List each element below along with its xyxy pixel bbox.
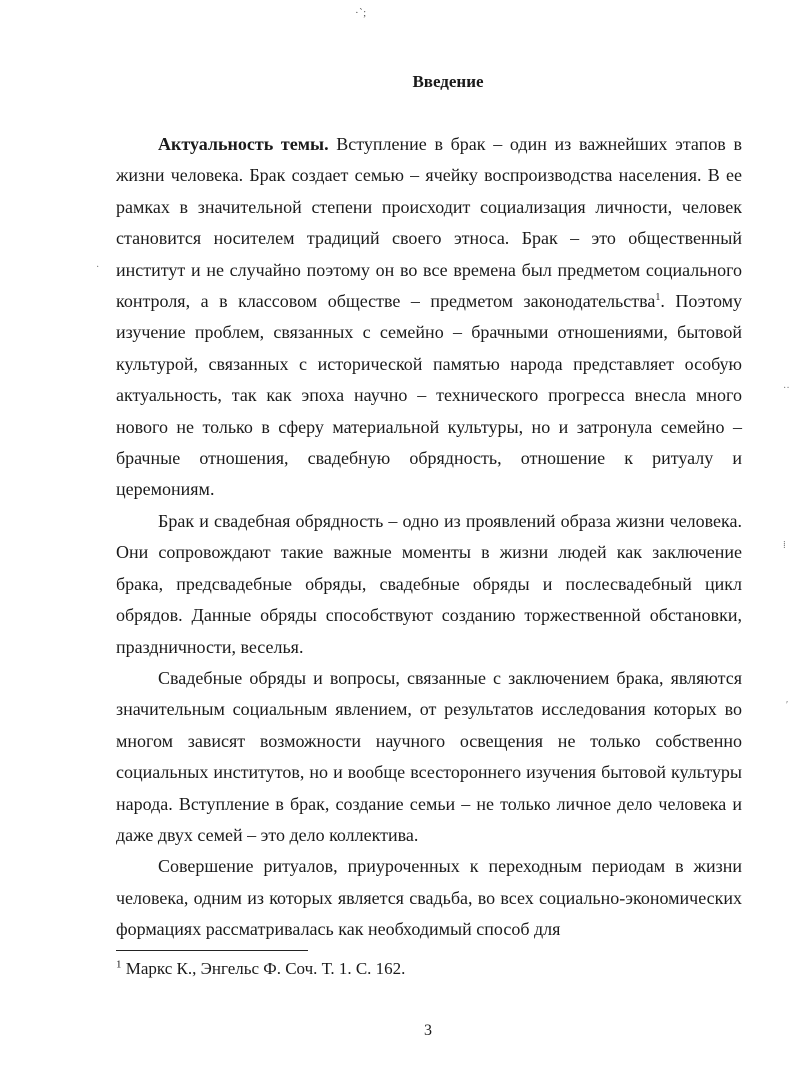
footnote-text: Маркс К., Энгельс Ф. Соч. Т. 1. С. 162. — [121, 959, 406, 978]
paragraph-3: Свадебные обряды и вопросы, связанные с заключением брака, являются значительным социальным явлением, от результатов исследования которых во многом зависят возможности научного освещения не только собственно социальных институтов, но и вообще всестороннего изучения бытовой культуры народа. Вступление в брак, создание семьи – не только личное дело человека и даже двух семей – это дело коллектива. — [116, 667, 742, 845]
scan-speck-icon: ′ — [786, 700, 789, 711]
scan-speck-icon: ·· — [783, 383, 790, 394]
scan-artifact-icon: ·‵; — [355, 7, 368, 19]
paragraph-2: Брак и свадебная обрядность – одно из проявлений образа жизни человека. Они сопровождают такие важные моменты в жизни людей как заключение брака, предсвадебные обряды, свадебные обряды и послесвадебный цикл обрядов. Данные обряды способствуют созданию торжественной обстановки, праздничности, веселья. — [116, 510, 742, 657]
paragraph-4: Совершение ритуалов, приуроченных к переходным периодам в жизни человека, одним из которых является свадьба, во всех социально-экономических формациях рассматривалась как необходимый способ для — [116, 856, 742, 940]
scan-speck-icon: · — [96, 262, 100, 273]
paragraph-1 — [116, 129, 742, 506]
paragraph-text: Вступление в брак – один из важнейших этапов в жизни человека. Брак создает семью – ячейку воспроизводства населения. В ее рамках в значительной степени происходит социализация личности, человек становится носителем традиций своего этноса. Брак – это общественный институт и не случайно поэтому он во все времена был предметом социального контроля, а в классовом обществе – предметом законодательства — [116, 134, 742, 312]
footnote-reference[interactable]: 1 — [655, 292, 661, 304]
page-heading: Введение — [412, 72, 484, 91]
paragraph-text-continued: . Поэтому изучение проблем, связанных с семейно – брачными отношениями, бытовой культурой, связанных с исторической памятью народа представляет особую актуальность, так как эпоха научно – технического прогресса внесла много нового не только в сферу материальной культуры, но и затронула семейно – брачные отношения, свадебную обрядность, отношение к ритуалу и церемониям. — [116, 291, 742, 500]
page-number: 3 — [424, 1022, 432, 1039]
footnote — [116, 958, 405, 980]
footnote-marker: 1 — [116, 958, 122, 971]
footnote-divider — [116, 950, 308, 951]
scan-speck-icon: ⁞ — [783, 540, 786, 551]
paragraph-lead: Актуальность темы. — [158, 134, 329, 154]
body-text — [116, 129, 742, 946]
